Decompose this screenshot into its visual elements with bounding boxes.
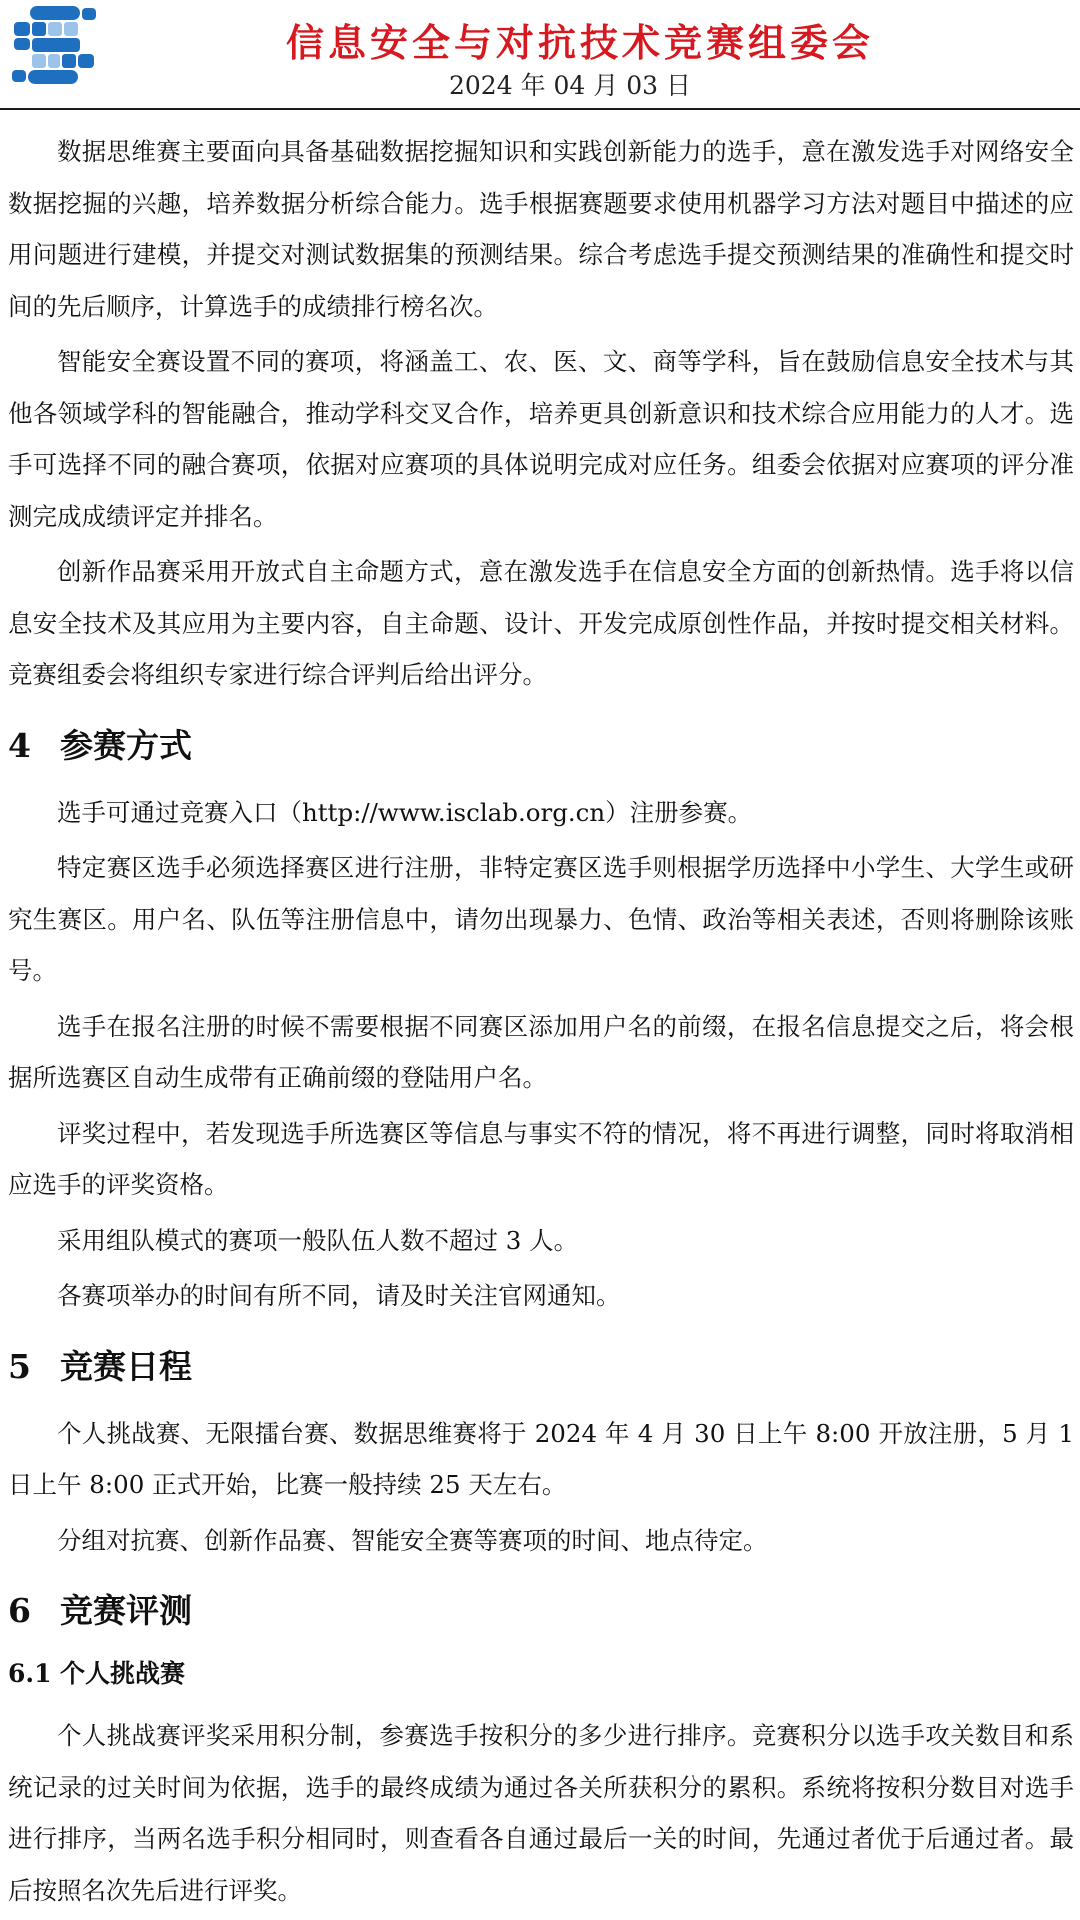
section-number: 6	[8, 1591, 31, 1630]
subsection-number: 6.1	[8, 1659, 52, 1688]
section-number: 4	[8, 725, 31, 765]
subsection-heading-6-1	[8, 1652, 1074, 1696]
paragraph: 数据思维赛主要面向具备基础数据挖掘知识和实践创新能力的选手，意在激发选手对网络安全数据挖掘的兴趣，培养数据分析综合能力。选手根据赛题要求使用机器学习方法对题目中描述的应用问题进行建模，并提交对测试数据集的预测结果。综合考虑选手提交预测结果的准确性和提交时间的先后顺序，计算选手的成绩排行榜名次。	[8, 137, 1074, 321]
document-body	[8, 126, 1074, 1920]
paragraph: 各赛项举办的时间有所不同，请及时关注官网通知。	[57, 1281, 621, 1310]
org-title: 信息安全与对抗技术竞赛组委会	[285, 20, 874, 65]
paragraph: 个人挑战赛评奖采用积分制，参赛选手按积分的多少进行排序。竞赛积分以选手攻关数目和系统记录的过关时间为依据，选手的最终成绩为通过各关所获积分的累积。系统将按积分数目对选手进行排序，当两名选手积分相同时，则查看各自通过最后一关的时间，先通过者优于后通过者。最后按照名次先后进行评奖。	[8, 1721, 1074, 1905]
section-title: 竞赛评测	[60, 1591, 192, 1630]
paragraph: 个人挑战赛、无限擂台赛、数据思维赛将于 2024 年 4 月 30 日上午 8:00 开放注册，5 月 1 日上午 8:00 正式开始，比赛一般持续 25 天左右。	[8, 1418, 1074, 1499]
section-heading-4	[8, 723, 1074, 769]
subsection-title: 个人挑战赛	[60, 1659, 186, 1688]
paragraph: 选手在报名注册的时候不需要根据不同赛区添加用户名的前缀，在报名信息提交之后，将会根据所选赛区自动生成带有正确前缀的登陆用户名。	[8, 1011, 1074, 1092]
section-title: 竞赛日程	[60, 1346, 192, 1386]
paragraph: 选手可通过竞赛入口（http://www.isclab.org.cn）注册参赛。	[57, 797, 753, 827]
paragraph: 评奖过程中，若发现选手所选赛区等信息与事实不符的情况，将不再进行调整，同时将取消相应选手的评奖资格。	[8, 1118, 1074, 1199]
paragraph: 分组对抗赛、创新作品赛、智能安全赛等赛项的时间、地点待定。	[57, 1525, 768, 1555]
paragraph: 特定赛区选手必须选择赛区进行注册，非特定赛区选手则根据学历选择中小学生、大学生或研究生赛区。用户名、队伍等注册信息中，请勿出现暴力、色情、政治等相关表述，否则将删除该账号。	[8, 853, 1074, 985]
section-title: 参赛方式	[60, 725, 192, 765]
paragraph: 智能安全赛设置不同的赛项，将涵盖工、农、医、文、商等学科，旨在鼓励信息安全技术与其他各领域学科的智能融合，推动学科交叉合作，培养更具创新意识和技术综合应用能力的人才。选手可选择不同的融合赛项，依据对应赛项的具体说明完成对应任务。组委会依据对应赛项的评分准测完成成绩评定并排名。	[8, 347, 1074, 531]
section-heading-5	[8, 1344, 1074, 1390]
section-number: 5	[8, 1346, 31, 1386]
document-date: 2024 年 04 月 03 日	[449, 71, 691, 100]
section-heading-6	[8, 1588, 1074, 1634]
page-header	[0, 0, 1080, 110]
paragraph: 采用组队模式的赛项一般队伍人数不超过 3 人。	[57, 1225, 579, 1255]
paragraph: 创新作品赛采用开放式自主命题方式，意在激发选手在信息安全方面的创新热情。选手将以信息安全技术及其应用为主要内容，自主命题、设计、开发完成原创性作品，并按时提交相关材料。竞赛组委会将组织专家进行综合评判后给出评分。	[8, 557, 1074, 689]
